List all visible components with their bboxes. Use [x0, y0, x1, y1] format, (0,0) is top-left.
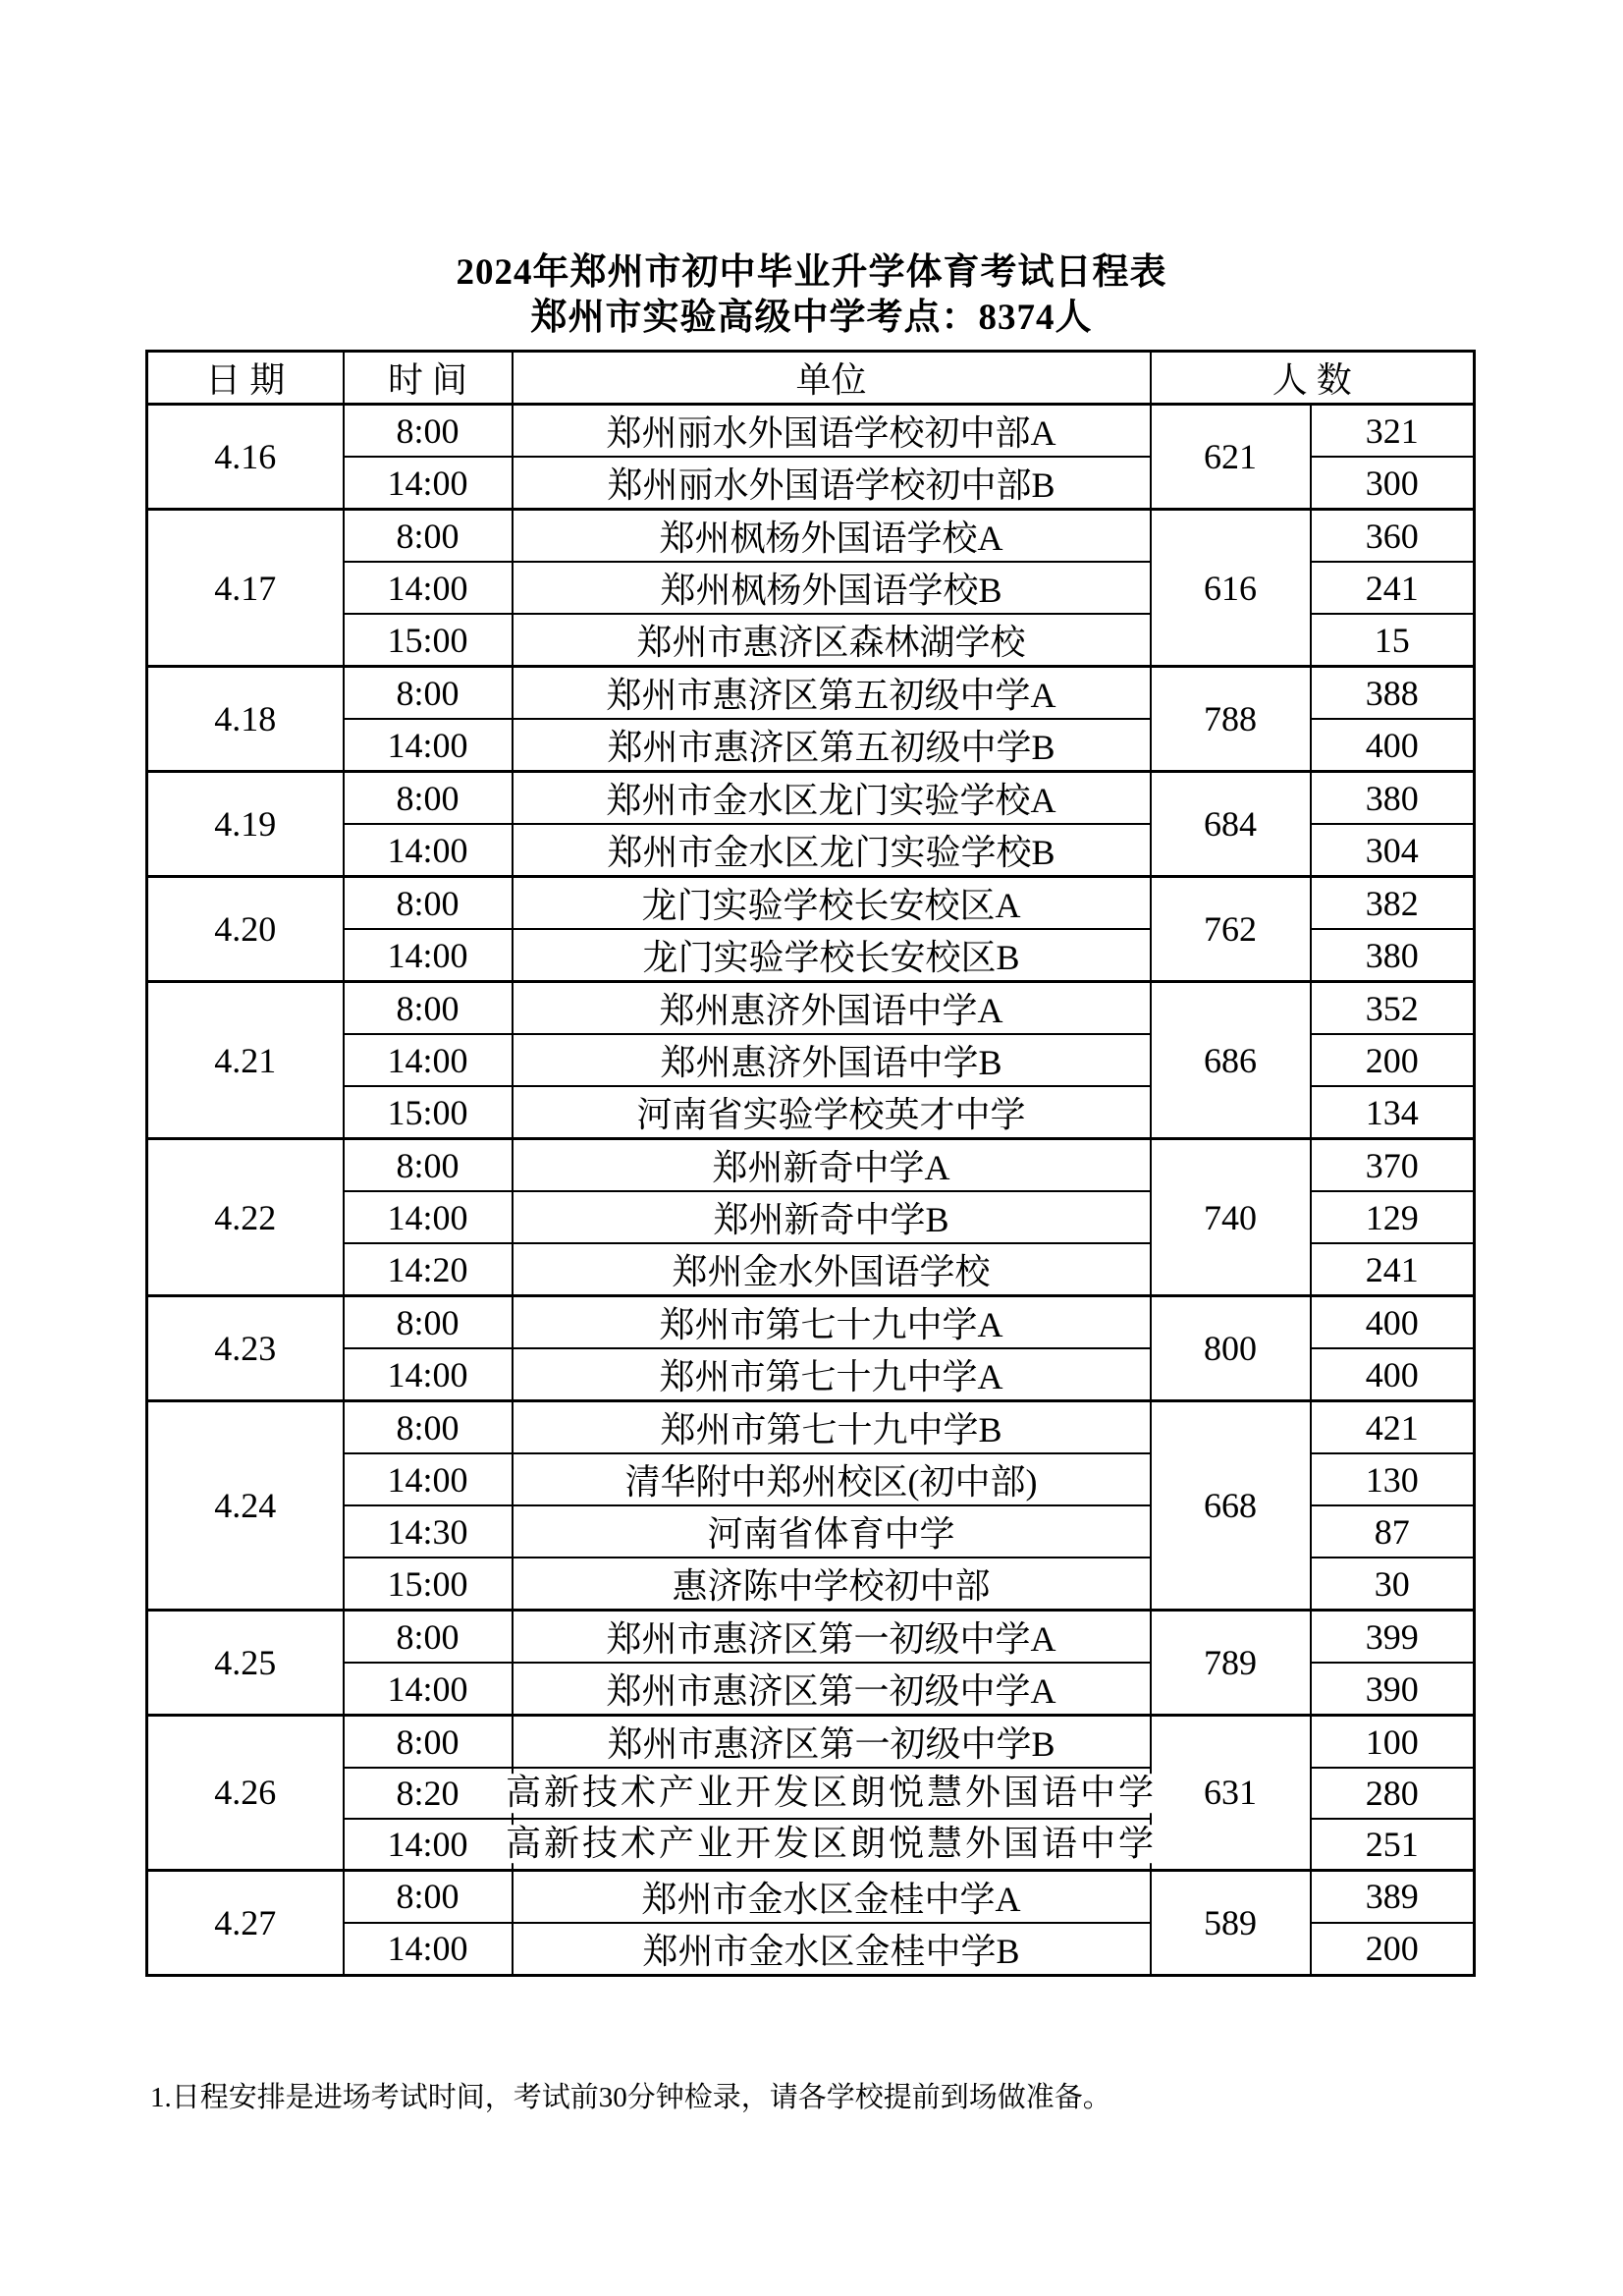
unit-name: 惠济陈中学校初中部 [672, 1566, 991, 1606]
header-row [147, 352, 1475, 405]
unit-name: 郑州市金水区龙门实验学校B [607, 833, 1055, 872]
session-count-cell: 251 [1311, 1819, 1475, 1870]
session-count-cell: 200 [1311, 1034, 1475, 1086]
unit-cell [513, 1086, 1151, 1139]
session-count-cell: 360 [1311, 510, 1475, 563]
unit-cell [513, 667, 1151, 720]
unit-name: 清华附中郑州校区(初中部) [624, 1462, 1038, 1502]
total-count-cell: 631 [1151, 1716, 1311, 1871]
unit-name: 郑州市第七十九中学A [659, 1305, 1003, 1344]
unit-name: 郑州丽水外国语学校初中部B [607, 465, 1055, 505]
schedule-row [147, 1611, 1475, 1664]
session-count-cell: 30 [1311, 1558, 1475, 1611]
session-count-cell: 352 [1311, 982, 1475, 1035]
total-count-cell: 616 [1151, 510, 1311, 667]
date-cell: 4.18 [147, 667, 344, 772]
session-count-cell: 400 [1311, 1296, 1475, 1349]
schedule-row [147, 405, 1475, 458]
header-time: 时 间 [344, 352, 513, 405]
schedule-row [147, 1139, 1475, 1192]
time-cell: 8:00 [344, 1296, 513, 1349]
unit-name: 郑州市金水区金桂中学A [641, 1879, 1021, 1919]
unit-cell [513, 405, 1151, 458]
session-count-cell: 390 [1311, 1663, 1475, 1716]
unit-name: 郑州市惠济区第一初级中学A [606, 1619, 1056, 1659]
schedule-row [147, 1870, 1475, 1923]
schedule-row [147, 982, 1475, 1035]
time-cell: 8:00 [344, 1716, 513, 1769]
unit-name: 郑州惠济外国语中学A [659, 991, 1003, 1030]
header-unit: 单位 [513, 352, 1151, 405]
session-count-cell: 134 [1311, 1086, 1475, 1139]
unit-name: 龙门实验学校长安校区A [641, 886, 1021, 925]
time-cell: 14:00 [344, 1191, 513, 1243]
time-cell: 8:00 [344, 877, 513, 930]
unit-cell [513, 614, 1151, 667]
date-cell: 4.26 [147, 1716, 344, 1871]
schedule-row [147, 1401, 1475, 1454]
date-cell: 4.16 [147, 405, 344, 510]
time-cell: 14:00 [344, 1034, 513, 1086]
session-count-cell: 370 [1311, 1139, 1475, 1192]
unit-name: 郑州市惠济区第一初级中学A [606, 1671, 1056, 1711]
session-count-cell: 200 [1311, 1923, 1475, 1976]
time-cell: 8:00 [344, 1139, 513, 1192]
time-cell: 8:00 [344, 772, 513, 825]
total-count-cell: 686 [1151, 982, 1311, 1139]
schedule-row [147, 1296, 1475, 1349]
total-count-cell: 621 [1151, 405, 1311, 510]
unit-name: 郑州市惠济区第五初级中学B [607, 728, 1055, 767]
time-cell: 14:00 [344, 1923, 513, 1976]
unit-cell [513, 1401, 1151, 1454]
time-cell: 14:00 [344, 1348, 513, 1401]
date-cell: 4.20 [147, 877, 344, 982]
unit-cell [513, 457, 1151, 510]
time-cell: 8:00 [344, 1870, 513, 1923]
unit-name: 高新技术产业开发区朗悦慧外国语中学 [505, 1773, 1158, 1813]
time-cell: 15:00 [344, 614, 513, 667]
total-count-cell: 589 [1151, 1870, 1311, 1975]
unit-name: 郑州新奇中学B [713, 1200, 949, 1239]
unit-cell [513, 1923, 1151, 1976]
time-cell: 14:00 [344, 824, 513, 877]
total-count-cell: 684 [1151, 772, 1311, 877]
unit-cell [513, 877, 1151, 930]
unit-name: 郑州市惠济区第五初级中学A [606, 676, 1056, 715]
session-count-cell: 389 [1311, 1870, 1475, 1923]
time-cell: 8:00 [344, 1611, 513, 1664]
session-count-cell: 421 [1311, 1401, 1475, 1454]
date-cell: 4.23 [147, 1296, 344, 1401]
time-cell: 14:00 [344, 929, 513, 982]
date-cell: 4.21 [147, 982, 344, 1139]
unit-cell [513, 1716, 1151, 1769]
unit-name: 郑州市金水区金桂中学B [642, 1931, 1020, 1971]
unit-cell [513, 1191, 1151, 1243]
unit-cell [513, 929, 1151, 982]
schedule-row [147, 510, 1475, 563]
unit-name: 郑州市惠济区森林湖学校 [636, 623, 1026, 662]
time-cell: 14:00 [344, 1819, 513, 1870]
unit-name: 郑州惠济外国语中学B [660, 1043, 1002, 1082]
session-count-cell: 87 [1311, 1505, 1475, 1558]
date-cell: 4.25 [147, 1611, 344, 1716]
date-cell: 4.24 [147, 1401, 344, 1611]
date-cell: 4.27 [147, 1870, 344, 1975]
session-count-cell: 300 [1311, 457, 1475, 510]
date-cell: 4.17 [147, 510, 344, 667]
time-cell: 15:00 [344, 1086, 513, 1139]
time-cell: 8:00 [344, 1401, 513, 1454]
unit-cell [513, 1870, 1151, 1923]
time-cell: 14:00 [344, 1453, 513, 1505]
unit-name: 郑州丽水外国语学校初中部A [606, 413, 1056, 453]
unit-name: 郑州市金水区龙门实验学校A [606, 781, 1056, 820]
total-count-cell: 668 [1151, 1401, 1311, 1611]
unit-name: 河南省实验学校英才中学 [636, 1095, 1026, 1134]
unit-cell [505, 1819, 1158, 1870]
schedule-row [147, 1716, 1475, 1769]
total-count-cell: 789 [1151, 1611, 1311, 1716]
time-cell: 14:00 [344, 1663, 513, 1716]
unit-cell [513, 510, 1151, 563]
session-count-cell: 321 [1311, 405, 1475, 458]
unit-name: 河南省体育中学 [707, 1514, 955, 1554]
unit-name: 郑州市第七十九中学A [659, 1357, 1003, 1396]
total-count-cell: 740 [1151, 1139, 1311, 1296]
schedule-row [147, 667, 1475, 720]
unit-cell [513, 1139, 1151, 1192]
unit-name: 高新技术产业开发区朗悦慧外国语中学 [505, 1823, 1158, 1863]
session-count-cell: 380 [1311, 929, 1475, 982]
session-count-cell: 241 [1311, 1243, 1475, 1296]
session-count-cell: 15 [1311, 614, 1475, 667]
unit-cell [513, 1558, 1151, 1611]
page-subtitle: 郑州市实验高级中学考点：8374人 [530, 298, 1093, 338]
unit-name: 龙门实验学校长安校区B [642, 938, 1020, 977]
session-count-cell: 129 [1311, 1191, 1475, 1243]
time-cell: 14:00 [344, 457, 513, 510]
time-cell: 14:00 [344, 719, 513, 772]
time-cell: 15:00 [344, 1558, 513, 1611]
session-count-cell: 130 [1311, 1453, 1475, 1505]
session-count-cell: 380 [1311, 772, 1475, 825]
time-cell: 14:30 [344, 1505, 513, 1558]
unit-cell [513, 1505, 1151, 1558]
unit-cell [513, 1663, 1151, 1716]
header-count: 人 数 [1151, 352, 1475, 405]
time-cell: 8:00 [344, 667, 513, 720]
total-count-cell: 800 [1151, 1296, 1311, 1401]
unit-name: 郑州市第七十九中学B [660, 1410, 1002, 1449]
unit-name: 郑州新奇中学A [712, 1148, 950, 1187]
session-count-cell: 400 [1311, 1348, 1475, 1401]
unit-cell [513, 772, 1151, 825]
session-count-cell: 400 [1311, 719, 1475, 772]
unit-cell [513, 1611, 1151, 1664]
date-cell: 4.22 [147, 1139, 344, 1296]
page-title: 2024年郑州市初中毕业升学体育考试日程表 [456, 252, 1167, 293]
time-cell: 8:00 [344, 982, 513, 1035]
session-count-cell: 388 [1311, 667, 1475, 720]
session-count-cell: 241 [1311, 562, 1475, 614]
schedule-body [147, 405, 1475, 1976]
unit-cell [513, 1243, 1151, 1296]
schedule-row [147, 877, 1475, 930]
session-count-cell: 100 [1311, 1716, 1475, 1769]
unit-cell [513, 562, 1151, 614]
footnote: 1.日程安排是进场考试时间，考试前30分钟检录，请各学校提前到场做准备。 [150, 2081, 1111, 2113]
unit-cell [513, 1453, 1151, 1505]
schedule-row [147, 772, 1475, 825]
unit-cell [513, 719, 1151, 772]
unit-name: 郑州市惠济区第一初级中学B [607, 1724, 1055, 1764]
time-cell: 14:00 [344, 562, 513, 614]
unit-name: 郑州枫杨外国语学校A [659, 519, 1003, 558]
unit-cell [513, 1348, 1151, 1401]
time-cell: 8:00 [344, 405, 513, 458]
date-cell: 4.19 [147, 772, 344, 877]
unit-cell [513, 1296, 1151, 1349]
header-date: 日 期 [147, 352, 344, 405]
time-cell: 8:00 [344, 510, 513, 563]
time-cell: 14:20 [344, 1243, 513, 1296]
unit-cell [513, 1034, 1151, 1086]
unit-cell [513, 824, 1151, 877]
session-count-cell: 382 [1311, 877, 1475, 930]
total-count-cell: 762 [1151, 877, 1311, 982]
unit-name: 郑州金水外国语学校 [672, 1252, 991, 1291]
session-count-cell: 280 [1311, 1768, 1475, 1819]
unit-name: 郑州枫杨外国语学校B [660, 571, 1002, 610]
total-count-cell: 788 [1151, 667, 1311, 772]
exam-schedule-table [145, 350, 1476, 1977]
unit-cell [513, 982, 1151, 1035]
unit-cell [505, 1768, 1158, 1819]
session-count-cell: 304 [1311, 824, 1475, 877]
session-count-cell: 399 [1311, 1611, 1475, 1664]
time-cell: 8:20 [344, 1768, 513, 1819]
